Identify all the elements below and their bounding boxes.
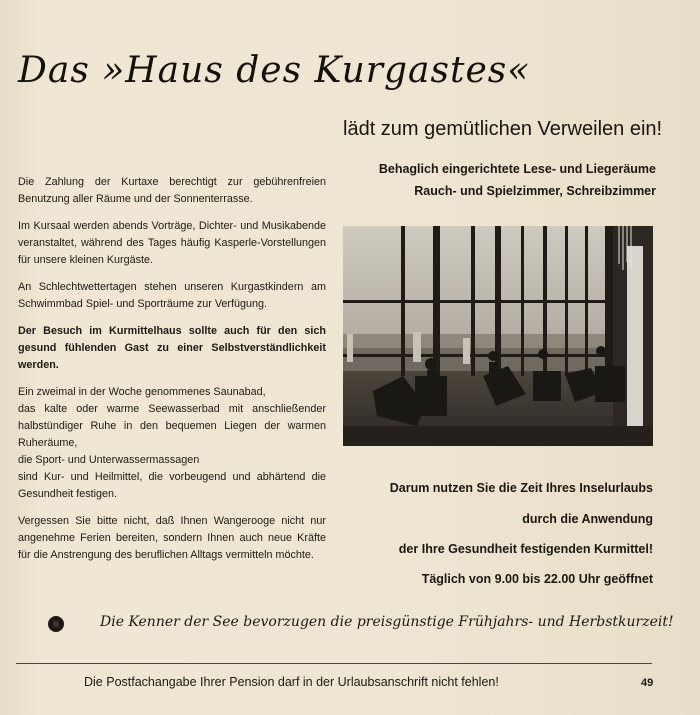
paragraph-schlechtwetter: An Schlechtwettertagen stehen unseren Kurgastkindern am Schwimmbad Spiel- und Sporträume zur Verfügung. <box>18 281 326 310</box>
kurmittel-line-3: die Sport- und Unterwassermassagen <box>18 454 200 466</box>
feature-line-1: Behaglich eingerichtete Lese- und Liegeräume <box>378 162 656 176</box>
body-text-column <box>18 174 326 574</box>
lounge-photo <box>343 226 653 446</box>
footer-note: Die Postfachangabe Ihrer Pension darf in der Urlaubsanschrift nicht fehlen! <box>84 675 499 689</box>
page-subtitle: lädt zum gemütlichen Verweilen ein! <box>343 118 663 140</box>
kurmittel-line-4: sind Kur- und Heilmittel, die vorbeugend und abhärtend die Gesundheit festigen. <box>18 471 326 500</box>
footer-divider <box>16 663 652 664</box>
cta-line-1: Darum nutzen Sie die Zeit Ihres Inselurlaubs <box>389 481 653 495</box>
paragraph-kurtaxe: Die Zahlung der Kurtaxe berechtigt zur gebührenfreien Benutzung aller Räume und der Sonnenterrasse. <box>18 176 326 205</box>
paragraph-kurmittelhaus: Der Besuch im Kurmittelhaus sollte auch für den sich gesund fühlenden Gast zu einer Selbstverständlichkeit werden. <box>18 325 326 371</box>
page-title: Das »Haus des Kurgastes« <box>18 50 531 91</box>
cta-line-2: durch die Anwendung <box>522 512 653 526</box>
page-number: 49 <box>641 677 654 689</box>
paragraph-wangerooge: Vergessen Sie bitte nicht, daß Ihnen Wangerooge nicht nur angenehme Ferien bereiten, sondern Ihnen auch neue Kräfte für die Anstrengung des beruflichen Alltags vermitteln möchte. <box>18 515 326 561</box>
bullet-dot-icon <box>48 616 64 632</box>
slogan: Die Kenner der See bevorzugen die preisgünstige Frühjahrs- und Herbstkurzeit! <box>100 614 674 630</box>
kurmittel-line-2: das kalte oder warme Seewasserbad mit anschließender halbstündiger Ruhe in den bequemen Liegen der warmen Ruheräume, <box>18 403 326 449</box>
opening-hours: Täglich von 9.00 bis 22.00 Uhr geöffnet <box>421 572 653 586</box>
paragraph-kurmittel <box>18 384 326 503</box>
cta-line-3: der Ihre Gesundheit festigenden Kurmittel! <box>398 542 653 556</box>
kurmittel-line-1: Ein zweimal in der Woche genommenes Saunabad, <box>18 386 266 398</box>
paragraph-kursaal: Im Kursaal werden abends Vorträge, Dichter- und Musikabende veranstaltet, während des Tages häufig Kasperle-Vorstellungen für unsere kleinen Kurgäste. <box>18 220 326 266</box>
feature-line-2: Rauch- und Spielzimmer, Schreibzimmer <box>414 184 656 198</box>
lounge-photo-illustration <box>343 226 653 446</box>
